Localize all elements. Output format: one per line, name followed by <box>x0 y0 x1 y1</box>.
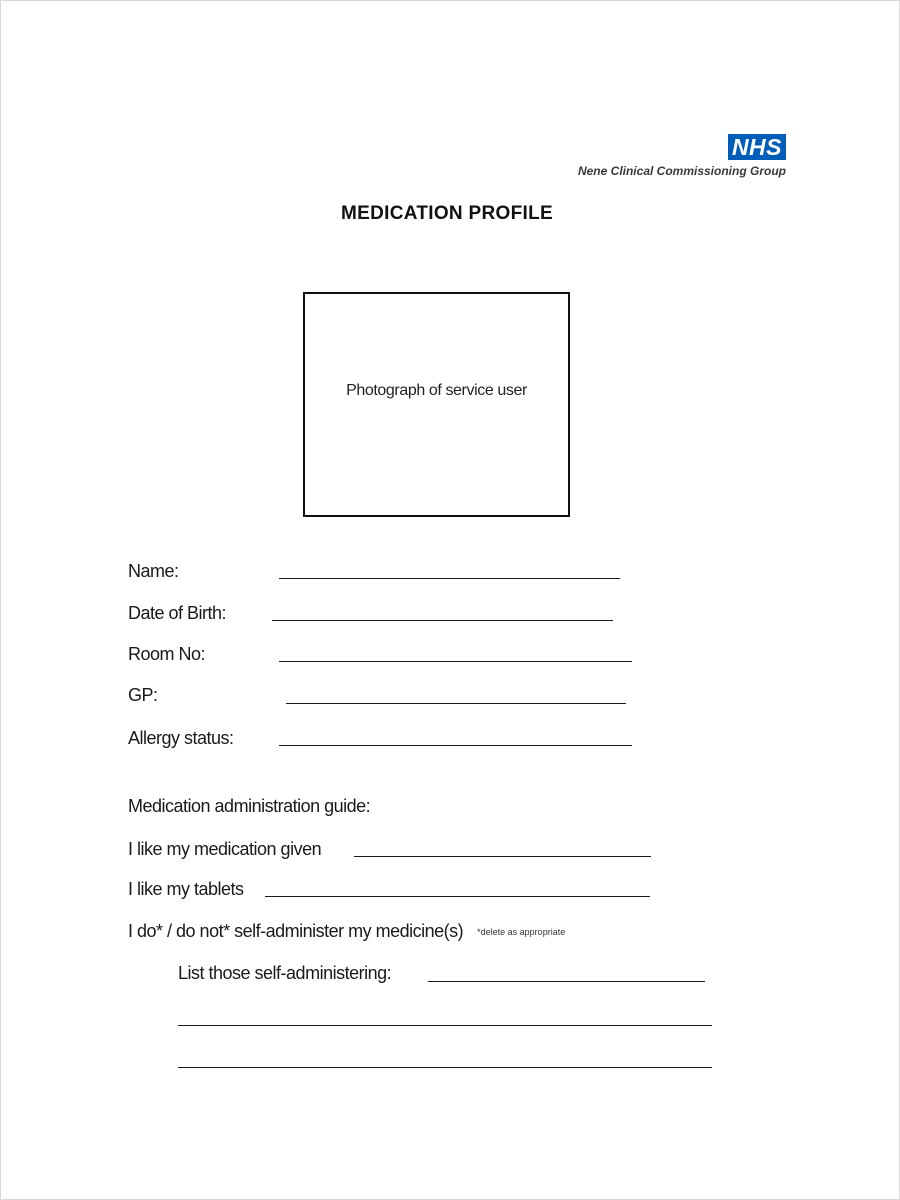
gp-input-line[interactable] <box>286 703 626 704</box>
room-label: Room No: <box>128 644 206 664</box>
nhs-logo: NHS <box>728 134 786 160</box>
name-input-line[interactable] <box>279 578 620 579</box>
list-label: List those self-administering: <box>178 963 392 983</box>
header-logo <box>578 134 786 178</box>
photo-label: Photograph of service user <box>346 381 527 399</box>
list-input-line-2[interactable] <box>178 1025 712 1026</box>
guide-heading: Medication administration guide: <box>128 796 371 816</box>
given-label: I like my medication given <box>128 839 322 859</box>
list-input-line-1[interactable] <box>428 981 705 982</box>
photo-box[interactable] <box>303 292 570 517</box>
page-title: MEDICATION PROFILE <box>341 203 553 224</box>
room-input-line[interactable] <box>279 661 632 662</box>
dob-input-line[interactable] <box>272 620 613 621</box>
org-name: Nene Clinical Commissioning Group <box>577 164 786 178</box>
tablets-input-line[interactable] <box>265 896 650 897</box>
delete-note: *delete as appropriate <box>477 927 566 938</box>
name-label: Name: <box>128 561 179 581</box>
tablets-label: I like my tablets <box>128 879 244 899</box>
allergy-label: Allergy status: <box>128 728 234 748</box>
allergy-input-line[interactable] <box>279 745 632 746</box>
list-input-line-3[interactable] <box>178 1067 712 1068</box>
dob-label: Date of Birth: <box>128 603 227 623</box>
gp-label: GP: <box>128 685 158 705</box>
self-admin-row <box>128 921 565 942</box>
self-admin-label: I do* / do not* self-administer my medicine(s) <box>128 921 464 941</box>
given-input-line[interactable] <box>354 856 651 857</box>
